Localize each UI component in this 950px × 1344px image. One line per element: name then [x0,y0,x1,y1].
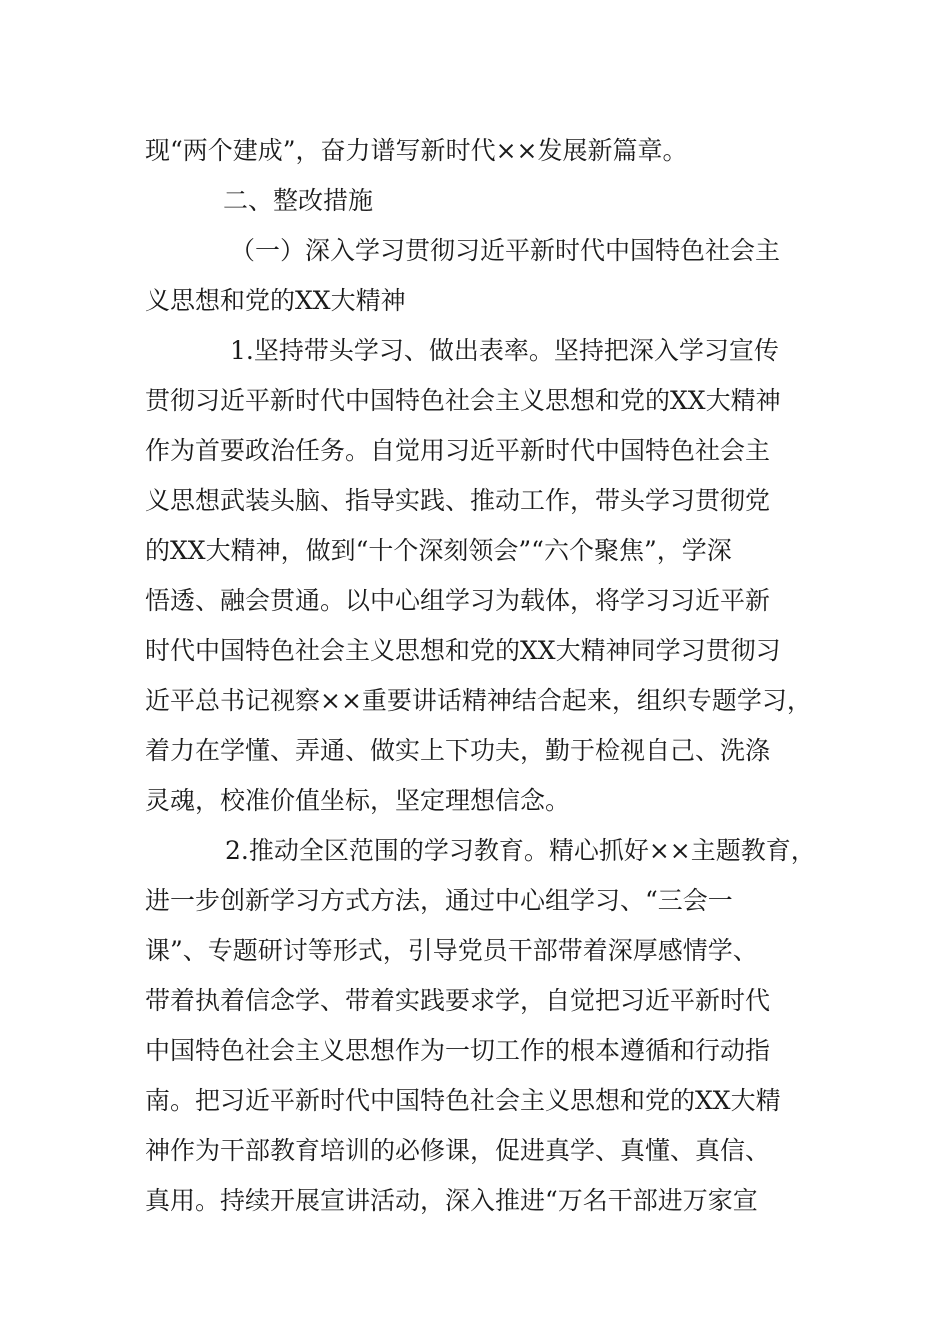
body-line: 带着执着信念学、带着实践要求学，自觉把习近平新时代 [145,986,771,1015]
body-line: 近平总书记视察××重要讲话精神结合起来，组织专题学习， [145,686,812,715]
body-line: 的XX大精神，做到“十个深刻领会”“六个聚焦”，学深 [145,536,732,565]
body-line: 义思想武装头脑、指导实践、推动工作，带头学习贯彻党 [145,486,771,515]
body-line: 真用。持续开展宣讲活动，深入推进“万名干部进万家宣 [145,1186,758,1215]
body-line: 神作为干部教育培训的必修课，促进真学、真懂、真信、 [145,1136,771,1165]
subsection-heading: （一）深入学习贯彻习近平新时代中国特色社会主 [230,236,781,265]
body-line: 进一步创新学习方式方法，通过中心组学习、“三会一 [145,886,733,915]
section-heading: 二、整改措施 [223,186,374,215]
item-2-heading: 2.推动全区范围的学习教育。精心抓好××主题教育， [225,836,816,865]
subsection-heading-cont: 义思想和党的XX大精神 [145,286,406,315]
body-line: 悟透、融会贯通。以中心组学习为载体，将学习习近平新 [145,586,771,615]
body-line: 课”、专题研讨等形式，引导党员干部带着深厚感情学、 [145,936,758,965]
body-line: 现“两个建成”，奋力谱写新时代××发展新篇章。 [145,136,688,165]
item-1-heading: 1.坚持带头学习、做出表率。坚持把深入学习宣传 [230,336,779,365]
body-line: 时代中国特色社会主义思想和党的XX大精神同学习贯彻习 [145,636,781,665]
body-line: 贯彻习近平新时代中国特色社会主义思想和党的XX大精神 [145,386,781,415]
body-line: 灵魂，校准价值坐标，坚定理想信念。 [145,786,571,815]
body-line: 中国特色社会主义思想作为一切工作的根本遵循和行动指 [145,1036,771,1065]
document-body [145,126,825,1226]
body-line: 作为首要政治任务。自觉用习近平新时代中国特色社会主 [145,436,771,465]
body-line: 着力在学懂、弄通、做实上下功夫，勤于检视自己、洗涤 [145,736,771,765]
body-line: 南。把习近平新时代中国特色社会主义思想和党的XX大精 [145,1086,781,1115]
